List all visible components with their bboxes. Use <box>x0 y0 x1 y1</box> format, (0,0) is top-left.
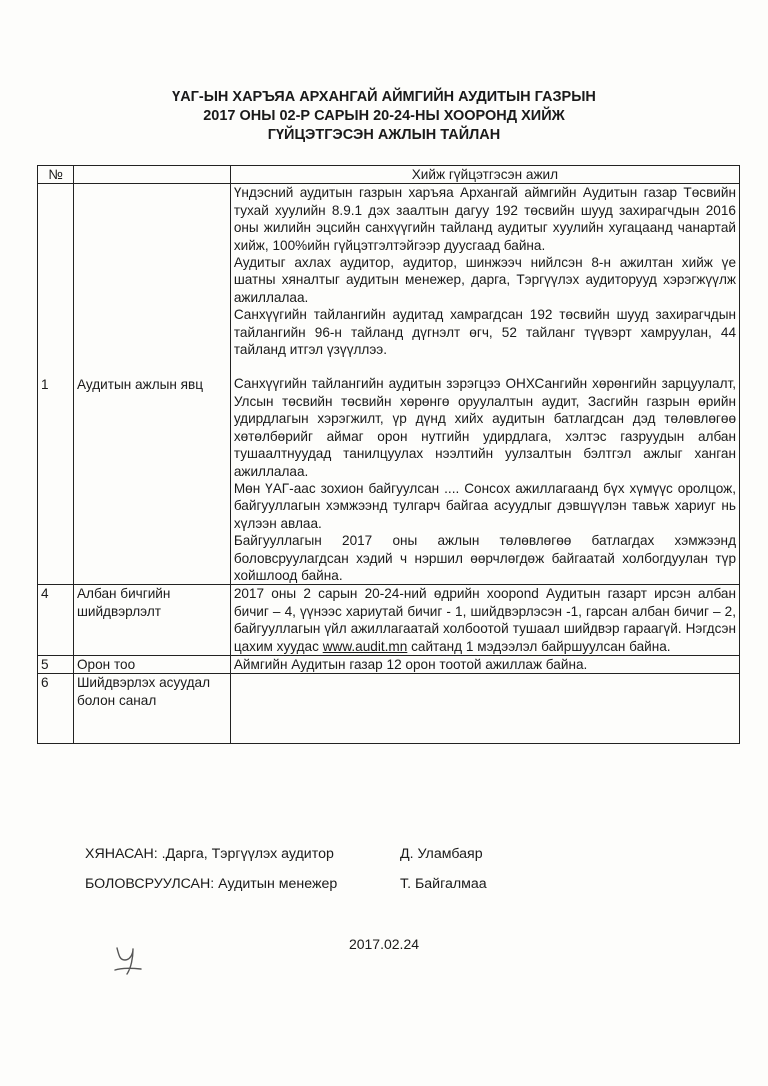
website-link[interactable]: www.audit.mn <box>322 638 408 654</box>
report-date: 2017.02.24 <box>348 936 420 952</box>
prepared-role: Аудитын менежер <box>218 876 338 892</box>
row-number: 6 <box>38 674 74 744</box>
row-number: 5 <box>38 655 74 673</box>
header-work: Хийж гүйцэтгэсэн ажил <box>230 166 739 184</box>
table-row <box>38 655 740 673</box>
header-number: № <box>38 166 74 184</box>
report-table <box>37 165 740 744</box>
table-row <box>38 674 740 744</box>
reviewed-role: .Дарга, Тэргүүлэх аудитор <box>161 846 334 862</box>
reviewed-signature-line <box>85 846 483 862</box>
paragraph: Санхүүгийн тайлангийн аудитад хамрагдсан 192 төсвийн шууд захирагчдын тайлангийн 96-н тайланд дүгнэлт өгч, 52 тайланг түүвэрт хамруулан, 44 тайланд итгэл үзүүллээ. <box>233 307 736 358</box>
prepared-signature-line <box>85 876 487 892</box>
header-topic <box>73 166 230 184</box>
row-description <box>230 585 739 656</box>
row-topic: Орон тоо <box>73 655 230 673</box>
row-description <box>230 674 739 744</box>
title-line-3: ГҮЙЦЭТГЭСЭН АЖЛЫН ТАЙЛАН <box>267 127 501 143</box>
prepared-name: Т. Байгалмаа <box>400 876 487 892</box>
row-topic: Аудитын ажлын явц <box>73 184 230 585</box>
paragraph: Санхүүгийн тайлангийн аудитын зэрэгцээ ОНХСангийн хөрөнгийн зарцуулалт, Улсын төсвийн төсвийн хөрөнгө оруулалтын аудит, Засгийн газрын өрийн удирдлагын хэрэгжилт, үр дүнд хийх аудитын батлагдсан дэд төлөвлөгөө хөтөлбөрийг аймаг орон нутгийн удирдлага, хэлтэс газруудын албан тушаалтнуудад танилцуулах нээлтийн уулзалтын бэлтгэл ажлыг ханган ажиллалаа. <box>233 376 736 479</box>
table-row <box>38 585 740 656</box>
paragraph: Үндэсний аудитын газрын харъяа Архангай аймгийн Аудитын газар Төсвийн тухай хуулийн 8.9.1 дэх заалтын дагуу 192 төсвийн шууд захирагчдын 2016 оны жилийн эцсийн санхүүгийн тайланд аудитыг хуулийн хугацаанд чанартай хийж, 100%ийн гүйцэтгэлтэйгээр дуусгаад байна. <box>233 185 736 253</box>
row-description <box>230 184 739 585</box>
reviewed-name: Д. Уламбаяр <box>400 846 483 862</box>
title-line-2: 2017 ОНЫ 02-Р САРЫН 20-24-НЫ ХООРОНД ХИЙЖ <box>203 108 565 124</box>
row-number: 1 <box>38 184 74 585</box>
prepared-label: БОЛОВСРУУЛСАН: <box>85 876 215 892</box>
report-title <box>0 88 768 145</box>
title-line-1: ҮАГ-ЫН ХАРЪЯА АРХАНГАЙ АЙМГИЙН АУДИТЫН ГАЗРЫН <box>172 89 596 105</box>
row-description: Аймгийн Аудитын газар 12 орон тоотой ажиллаж байна. <box>230 655 739 673</box>
row-topic: Шийдвэрлэх асуудал болон санал <box>73 674 230 744</box>
table-row <box>38 184 740 585</box>
description-text: 2017 оны 2 сарын 20-24-ний өдрийн хоорond Аудитын газарт ирсэн албан бичиг – 4, үүнээс хариутай бичиг - 1, шийдвэрлэсэн -1, гарсан албан бичиг – 2, байгууллагын үйл ажиллагаатай холбоотой тушаал шийдвэр гараагүй. Нэгдсэн цахим хуудас <box>233 586 736 654</box>
description-text: сайтанд 1 мэдээлэл байршуулсан байна. <box>407 638 671 654</box>
handwritten-mark-icon <box>111 944 147 978</box>
row-number: 4 <box>38 585 74 656</box>
paragraph: Байгууллагын 2017 оны ажлын төлөвлөгөө батлагдах хэмжээнд боловсруулагдсан хэдий ч нэршил өөрчлөгдөж байгаатай холбогдуулан түр хойшлоод байна. <box>233 533 736 583</box>
row-topic: Албан бичгийн шийдвэрлэлт <box>73 585 230 656</box>
paragraph: Аудитыг ахлах аудитор, аудитор, шинжээч нийлсэн 8-н ажилтан хийж үе шатны хяналтыг аудитын менежер, дарга, Тэргүүлэх аудиторууд хэрэгжүүлж ажиллалаа. <box>233 255 736 305</box>
table-header-row <box>38 166 740 184</box>
reviewed-label: ХЯНАСАН: <box>85 846 158 862</box>
paragraph: Мөн ҮАГ-аас зохион байгуулсан .... Сонсох ажиллагаанд бүх хүмүүс оролцож, байгууллагын хэмжээнд тулгарч байгаа асуудлыг дэвшүүлэн тавьж хариуг нь хүлээн авлаа. <box>233 480 736 531</box>
